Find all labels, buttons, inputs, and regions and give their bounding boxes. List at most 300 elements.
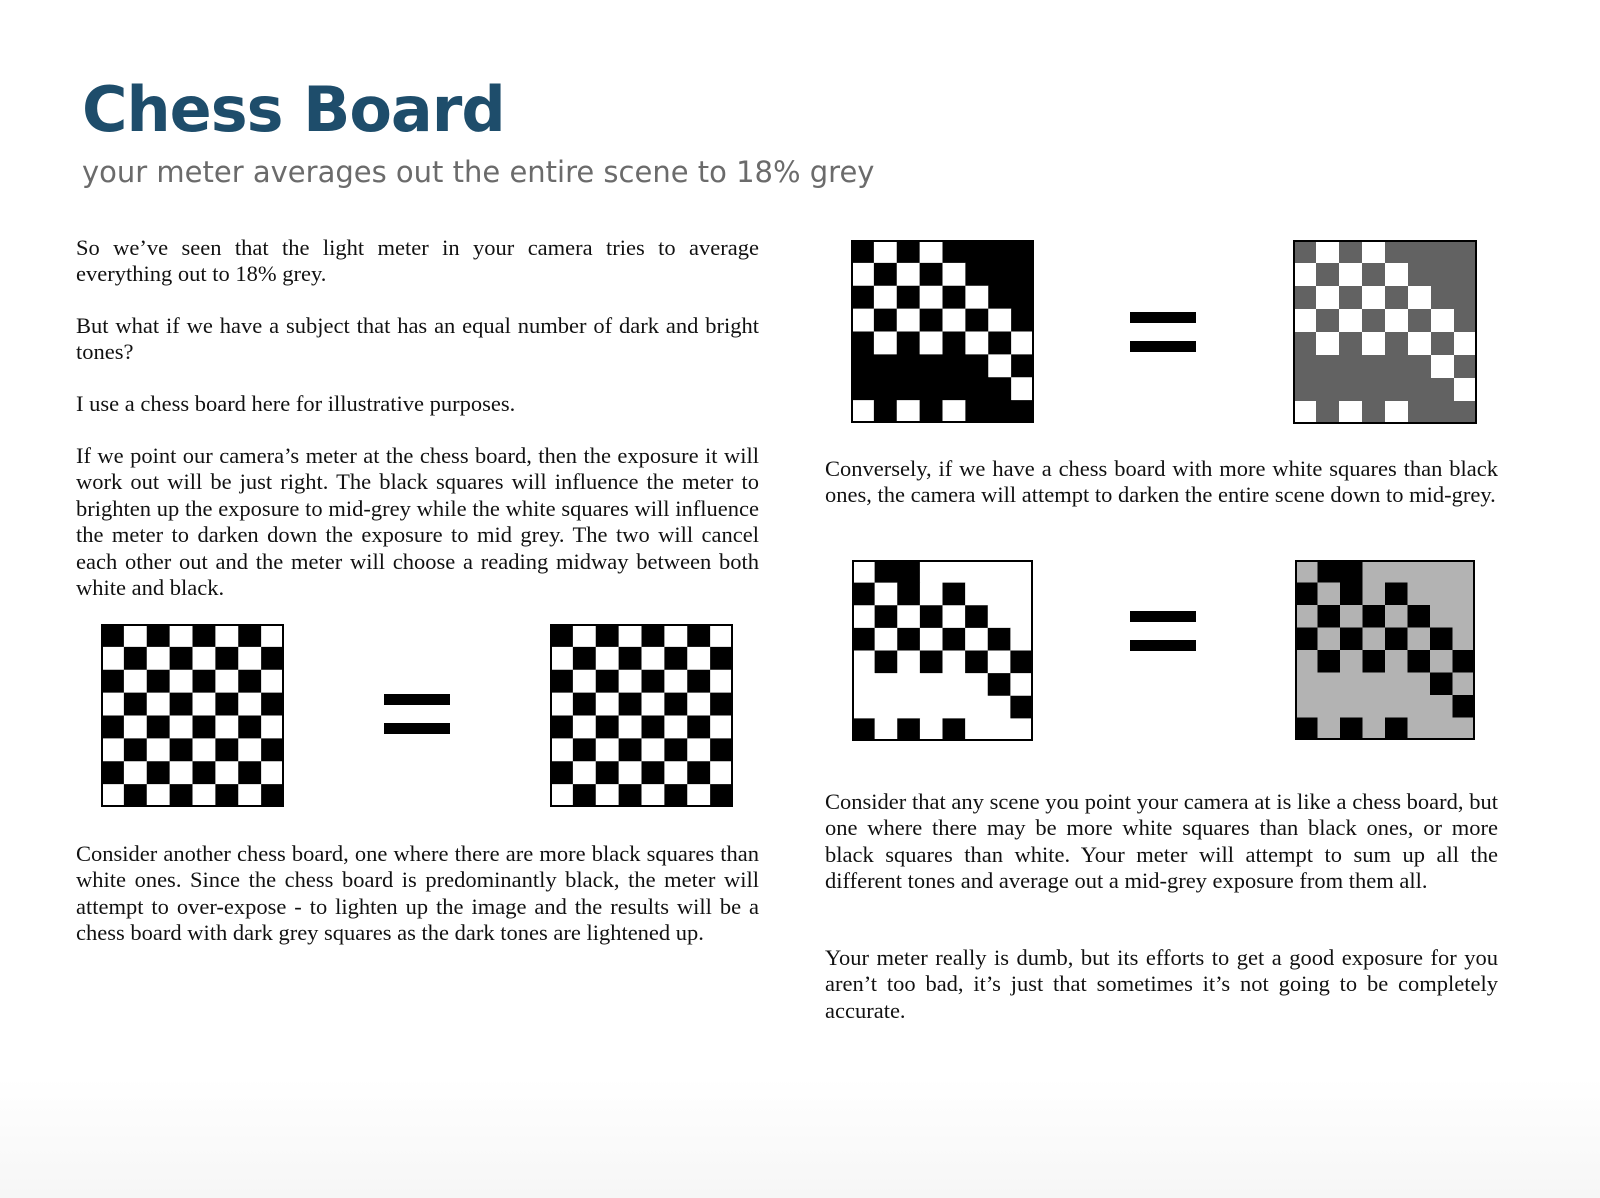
board-square xyxy=(1385,263,1408,286)
board-square xyxy=(147,670,170,693)
balanced-result-board xyxy=(550,624,733,807)
board-square xyxy=(1339,332,1362,355)
chess-board-graphic xyxy=(852,560,1033,741)
board-square xyxy=(1408,628,1431,651)
board-square xyxy=(1385,605,1408,628)
board-square xyxy=(874,400,897,423)
board-square xyxy=(573,624,596,647)
scene-paragraph: Consider that any scene you point your camera at is like a chess board, but one where there may be more white squares than black ones, or more black squares than white. Your meter will attempt to sum up all the different tones and average out a mid-grey exposure from them all. xyxy=(825,789,1498,894)
board-square xyxy=(101,761,124,784)
conclusion-paragraph: Your meter really is dumb, but its efforts to get a good exposure for you aren’t too bad, it’s just that sometimes it’s not going to be completely accurate. xyxy=(825,945,1498,1023)
board-square xyxy=(988,673,1011,696)
board-square xyxy=(1339,355,1362,378)
board-square xyxy=(596,761,619,784)
chess-board-graphic xyxy=(1293,240,1477,424)
board-square xyxy=(943,377,966,400)
board-square xyxy=(988,400,1011,423)
board-square xyxy=(897,332,920,355)
board-square xyxy=(687,647,710,670)
board-square xyxy=(965,286,988,309)
board-square xyxy=(170,784,193,807)
board-square xyxy=(1408,695,1431,718)
board-square xyxy=(1362,286,1385,309)
board-square xyxy=(943,309,966,332)
board-square xyxy=(875,560,898,583)
board-square xyxy=(170,647,193,670)
board-square xyxy=(1408,378,1431,401)
board-square xyxy=(943,718,966,741)
board-square xyxy=(897,377,920,400)
board-square xyxy=(1010,628,1033,651)
board-square xyxy=(238,624,261,647)
board-square xyxy=(874,286,897,309)
equals-sign xyxy=(1130,611,1196,651)
board-square xyxy=(920,651,943,674)
board-square xyxy=(1430,650,1453,673)
board-square xyxy=(124,761,147,784)
board-square xyxy=(897,605,920,628)
board-square xyxy=(101,716,124,739)
board-square xyxy=(852,718,875,741)
board-square xyxy=(573,761,596,784)
board-square xyxy=(851,309,874,332)
board-square xyxy=(1385,628,1408,651)
board-square xyxy=(874,263,897,286)
board-square xyxy=(988,377,1011,400)
board-square xyxy=(687,761,710,784)
board-square xyxy=(965,354,988,377)
board-square xyxy=(1318,718,1341,741)
board-square xyxy=(170,670,193,693)
board-square xyxy=(1431,240,1454,263)
board-square xyxy=(1010,605,1033,628)
board-square xyxy=(1385,401,1408,424)
board-square xyxy=(920,583,943,606)
board-square xyxy=(261,670,284,693)
board-square xyxy=(1318,695,1341,718)
board-square xyxy=(1340,673,1363,696)
board-square xyxy=(664,738,687,761)
board-square xyxy=(710,670,733,693)
board-square xyxy=(193,761,216,784)
board-square xyxy=(988,628,1011,651)
board-square xyxy=(1431,355,1454,378)
equals-sign xyxy=(1130,312,1196,352)
board-square xyxy=(1010,583,1033,606)
board-square xyxy=(642,670,665,693)
board-square xyxy=(943,286,966,309)
board-square xyxy=(920,696,943,719)
board-square xyxy=(619,716,642,739)
board-square xyxy=(852,628,875,651)
board-square xyxy=(1339,401,1362,424)
board-square xyxy=(596,738,619,761)
board-square xyxy=(1340,628,1363,651)
board-square xyxy=(852,696,875,719)
board-square xyxy=(965,332,988,355)
board-square xyxy=(710,784,733,807)
board-square xyxy=(1362,355,1385,378)
board-square xyxy=(147,693,170,716)
board-square xyxy=(642,784,665,807)
board-square xyxy=(1453,628,1476,651)
board-square xyxy=(1453,583,1476,606)
board-square xyxy=(550,647,573,670)
board-square xyxy=(874,309,897,332)
board-square xyxy=(1010,696,1033,719)
board-square xyxy=(965,673,988,696)
board-square xyxy=(965,696,988,719)
board-square xyxy=(988,583,1011,606)
board-square xyxy=(1453,560,1476,583)
board-square xyxy=(1454,240,1477,263)
board-square xyxy=(852,651,875,674)
board-square xyxy=(1363,605,1386,628)
board-square xyxy=(101,693,124,716)
board-square xyxy=(1454,263,1477,286)
board-square xyxy=(897,240,920,263)
board-square xyxy=(920,400,943,423)
board-square xyxy=(1316,355,1339,378)
board-square xyxy=(1385,286,1408,309)
question-paragraph: But what if we have a subject that has an equal number of dark and bright tones? xyxy=(76,313,759,365)
board-square xyxy=(596,647,619,670)
board-square xyxy=(1318,560,1341,583)
board-square xyxy=(1385,695,1408,718)
board-square xyxy=(101,647,124,670)
board-square xyxy=(193,693,216,716)
board-square xyxy=(1316,378,1339,401)
board-square xyxy=(851,286,874,309)
board-square xyxy=(1010,673,1033,696)
board-square xyxy=(261,738,284,761)
board-square xyxy=(238,693,261,716)
board-square xyxy=(1295,718,1318,741)
board-square xyxy=(642,647,665,670)
board-square xyxy=(1363,650,1386,673)
board-square xyxy=(215,784,238,807)
board-square xyxy=(1318,605,1341,628)
board-square xyxy=(875,673,898,696)
board-square xyxy=(1408,673,1431,696)
board-square xyxy=(965,583,988,606)
board-square xyxy=(1408,286,1431,309)
board-square xyxy=(943,605,966,628)
board-square xyxy=(101,624,124,647)
board-square xyxy=(1431,286,1454,309)
board-square xyxy=(215,624,238,647)
board-square xyxy=(1408,355,1431,378)
intro-paragraph: So we’ve seen that the light meter in your camera tries to average everything out to 18% grey. xyxy=(76,235,759,287)
board-square xyxy=(897,354,920,377)
board-square xyxy=(619,738,642,761)
board-square xyxy=(619,647,642,670)
board-square xyxy=(988,605,1011,628)
board-square xyxy=(1362,401,1385,424)
board-square xyxy=(1408,309,1431,332)
board-square xyxy=(874,240,897,263)
board-square xyxy=(1385,650,1408,673)
board-square xyxy=(687,693,710,716)
board-square xyxy=(710,738,733,761)
dark-original-board xyxy=(851,240,1034,423)
board-square xyxy=(897,718,920,741)
board-square xyxy=(170,716,193,739)
board-square xyxy=(170,693,193,716)
board-square xyxy=(1430,718,1453,741)
board-square xyxy=(1293,332,1316,355)
board-square xyxy=(687,716,710,739)
board-square xyxy=(619,784,642,807)
board-square xyxy=(1293,401,1316,424)
board-square xyxy=(642,761,665,784)
board-square xyxy=(1408,583,1431,606)
board-square xyxy=(1430,583,1453,606)
board-square xyxy=(573,784,596,807)
board-square xyxy=(1316,263,1339,286)
board-square xyxy=(664,647,687,670)
board-square xyxy=(1362,332,1385,355)
board-square xyxy=(988,354,1011,377)
board-square xyxy=(1385,583,1408,606)
board-square xyxy=(215,716,238,739)
board-square xyxy=(1453,695,1476,718)
board-square xyxy=(943,628,966,651)
board-square xyxy=(1339,309,1362,332)
board-square xyxy=(1453,650,1476,673)
board-square xyxy=(1431,309,1454,332)
board-square xyxy=(920,263,943,286)
board-square xyxy=(988,286,1011,309)
board-square xyxy=(920,377,943,400)
board-square xyxy=(920,718,943,741)
board-square xyxy=(965,400,988,423)
board-square xyxy=(1340,605,1363,628)
board-square xyxy=(101,738,124,761)
board-square xyxy=(170,761,193,784)
board-square xyxy=(1408,560,1431,583)
board-square xyxy=(1385,240,1408,263)
board-square xyxy=(1340,650,1363,673)
balanced-original-board xyxy=(101,624,284,807)
board-square xyxy=(1340,560,1363,583)
board-square xyxy=(920,286,943,309)
board-square xyxy=(1011,309,1034,332)
board-square xyxy=(965,263,988,286)
board-square xyxy=(215,670,238,693)
board-square xyxy=(1011,354,1034,377)
board-square xyxy=(550,670,573,693)
board-square xyxy=(1339,286,1362,309)
board-square xyxy=(1293,240,1316,263)
board-square xyxy=(943,263,966,286)
board-square xyxy=(124,624,147,647)
board-square xyxy=(261,784,284,807)
equals-sign xyxy=(384,694,450,734)
board-square xyxy=(664,693,687,716)
dark-board-paragraph: Consider another chess board, one where there are more black squares than white ones. Since the chess board is predominantly black, the meter will attempt to over-expose - to lighten up the image and the results will be a chess board with dark grey squares as the dark tones are lightened up. xyxy=(76,841,759,946)
light-board-paragraph: Conversely, if we have a chess board with more white squares than black ones, the camera will attempt to darken the entire scene down to mid-grey. xyxy=(825,456,1498,508)
board-square xyxy=(550,624,573,647)
board-square xyxy=(1295,650,1318,673)
board-square xyxy=(1430,695,1453,718)
light-original-board xyxy=(852,560,1033,741)
board-square xyxy=(875,718,898,741)
board-square xyxy=(124,716,147,739)
board-square xyxy=(1339,378,1362,401)
dark-result-board xyxy=(1293,240,1477,424)
board-square xyxy=(664,624,687,647)
board-square xyxy=(852,560,875,583)
board-square xyxy=(1431,401,1454,424)
board-square xyxy=(1362,378,1385,401)
board-square xyxy=(1385,718,1408,741)
board-square xyxy=(261,647,284,670)
board-square xyxy=(573,693,596,716)
board-square xyxy=(988,651,1011,674)
board-square xyxy=(897,696,920,719)
board-square xyxy=(1454,401,1477,424)
board-square xyxy=(1293,263,1316,286)
board-square xyxy=(550,738,573,761)
board-square xyxy=(573,716,596,739)
board-square xyxy=(1363,583,1386,606)
board-square xyxy=(1316,286,1339,309)
board-square xyxy=(619,670,642,693)
board-square xyxy=(664,784,687,807)
board-square xyxy=(1385,673,1408,696)
board-square xyxy=(170,738,193,761)
board-square xyxy=(596,670,619,693)
board-square xyxy=(215,647,238,670)
board-square xyxy=(1454,332,1477,355)
illustration-note-paragraph: I use a chess board here for illustrative purposes. xyxy=(76,391,516,416)
board-square xyxy=(1293,286,1316,309)
board-square xyxy=(1010,718,1033,741)
board-square xyxy=(851,263,874,286)
board-square xyxy=(920,354,943,377)
board-square xyxy=(710,624,733,647)
board-square xyxy=(851,377,874,400)
board-square xyxy=(261,761,284,784)
board-square xyxy=(988,309,1011,332)
board-square xyxy=(851,354,874,377)
board-square xyxy=(1362,309,1385,332)
board-square xyxy=(1011,263,1034,286)
board-square xyxy=(1295,695,1318,718)
board-square xyxy=(875,696,898,719)
board-square xyxy=(596,784,619,807)
board-square xyxy=(573,670,596,693)
page-subtitle: your meter averages out the entire scene to 18% grey xyxy=(82,155,875,189)
board-square xyxy=(124,670,147,693)
board-square xyxy=(874,377,897,400)
board-square xyxy=(1453,605,1476,628)
board-square xyxy=(1408,263,1431,286)
board-square xyxy=(988,332,1011,355)
board-square xyxy=(965,718,988,741)
board-square xyxy=(664,716,687,739)
board-square xyxy=(943,651,966,674)
board-square xyxy=(1408,718,1431,741)
board-square xyxy=(1385,378,1408,401)
board-square xyxy=(1454,309,1477,332)
board-square xyxy=(1430,628,1453,651)
board-square xyxy=(943,400,966,423)
board-square xyxy=(1318,650,1341,673)
board-square xyxy=(1011,286,1034,309)
board-square xyxy=(147,716,170,739)
board-square xyxy=(897,263,920,286)
chess-board-graphic xyxy=(851,240,1034,423)
board-square xyxy=(642,693,665,716)
board-square xyxy=(920,309,943,332)
board-square xyxy=(193,624,216,647)
board-square xyxy=(1385,332,1408,355)
board-square xyxy=(664,761,687,784)
board-square xyxy=(1408,240,1431,263)
board-square xyxy=(642,738,665,761)
board-square xyxy=(988,263,1011,286)
board-square xyxy=(710,693,733,716)
page-title: Chess Board xyxy=(82,73,505,146)
board-square xyxy=(1363,560,1386,583)
board-square xyxy=(193,647,216,670)
board-square xyxy=(550,716,573,739)
board-square xyxy=(920,673,943,696)
board-square xyxy=(710,761,733,784)
board-square xyxy=(1454,286,1477,309)
board-square xyxy=(1010,560,1033,583)
board-square xyxy=(687,738,710,761)
board-square xyxy=(1011,240,1034,263)
board-square xyxy=(1363,718,1386,741)
board-square xyxy=(619,624,642,647)
board-square xyxy=(596,716,619,739)
board-square xyxy=(101,670,124,693)
board-square xyxy=(1340,695,1363,718)
board-square xyxy=(1385,355,1408,378)
balanced-board-paragraph: If we point our camera’s meter at the chess board, then the exposure it will work out will be just right. The black squares will influence the meter to brighten up the exposure to mid-grey while the white squares will influence the meter to darken down the exposure to mid grey. The two will cancel each other out and the meter will choose a reading midway between both white and black. xyxy=(76,443,759,601)
board-square xyxy=(1362,240,1385,263)
board-square xyxy=(124,784,147,807)
board-square xyxy=(988,560,1011,583)
board-square xyxy=(147,647,170,670)
board-square xyxy=(943,673,966,696)
board-square xyxy=(238,716,261,739)
board-square xyxy=(965,651,988,674)
board-square xyxy=(897,628,920,651)
board-square xyxy=(1295,628,1318,651)
board-square xyxy=(710,647,733,670)
board-square xyxy=(215,761,238,784)
board-square xyxy=(851,400,874,423)
board-square xyxy=(1293,309,1316,332)
board-square xyxy=(851,240,874,263)
board-square xyxy=(596,693,619,716)
board-square xyxy=(664,670,687,693)
board-square xyxy=(1453,718,1476,741)
board-square xyxy=(619,693,642,716)
board-square xyxy=(897,673,920,696)
board-square xyxy=(1431,332,1454,355)
board-square xyxy=(965,240,988,263)
board-square xyxy=(1385,309,1408,332)
board-square xyxy=(687,624,710,647)
chess-board-graphic xyxy=(550,624,733,807)
board-square xyxy=(943,560,966,583)
board-square xyxy=(1408,332,1431,355)
